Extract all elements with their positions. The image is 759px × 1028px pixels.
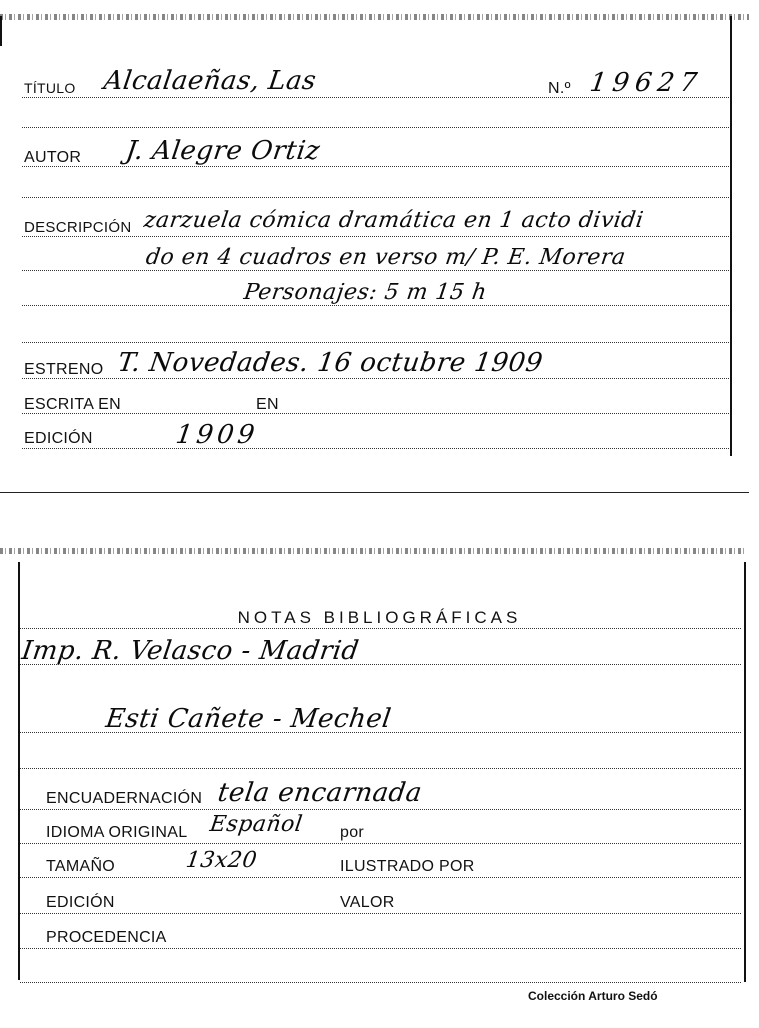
edicion2-rule	[20, 913, 741, 914]
ilustrado-label: ILUSTRADO POR	[340, 858, 475, 875]
idioma-rule	[20, 843, 741, 844]
descripcion-line3: Personajes: 5 m 15 h	[242, 280, 489, 305]
notas-rule-bottom	[20, 982, 741, 983]
blank-rule-2	[22, 197, 729, 198]
descripcion-line1: zarzuela cómica dramática en 1 acto dividi	[142, 208, 646, 233]
card1-left-border	[0, 16, 2, 46]
encuadernacion-rule	[20, 809, 741, 810]
idioma-value: Español	[208, 812, 305, 837]
card-separator-line	[0, 492, 749, 493]
autor-value: J. Alegre Ortiz	[123, 136, 322, 166]
descripcion-rule-3	[22, 305, 729, 306]
por-label: por	[340, 824, 365, 841]
card1-right-border	[730, 16, 732, 456]
estreno-rule	[22, 378, 729, 379]
blank-rule-3	[22, 342, 729, 343]
notes-line-1: Imp. R. Velasco - Madrid	[19, 636, 361, 666]
notas-rule-0	[20, 628, 741, 629]
descripcion-line2: do en 4 cuadros en verso m/ P. E. Morera	[144, 245, 628, 270]
encuadernacion-value: tela encarnada	[215, 778, 425, 808]
notas-rule-3	[20, 768, 741, 769]
descripcion-rule-1	[22, 236, 729, 237]
estreno-label: ESTRENO	[24, 361, 104, 378]
escrita-label: ESCRITA EN	[24, 396, 121, 413]
estreno-value: T. Novedades. 16 octubre 1909	[115, 348, 545, 378]
titulo-label: TÍTULO	[24, 80, 76, 96]
tamano-label: TAMAÑO	[46, 858, 116, 875]
autor-rule	[22, 166, 729, 167]
edicion-rule	[22, 448, 729, 449]
escrita-rule	[22, 413, 729, 414]
edicion-value: 1909	[173, 420, 261, 450]
edicion-label: EDICIÓN	[24, 430, 93, 447]
tamano-value: 13x20	[184, 848, 259, 873]
en-label: EN	[256, 396, 279, 413]
autor-label: AUTOR	[24, 149, 82, 166]
titulo-value: Alcalaeñas, Las	[101, 66, 319, 96]
edicion2-label: EDICIÓN	[46, 894, 115, 911]
procedencia-label: PROCEDENCIA	[46, 929, 167, 946]
encuadernacion-label: ENCUADERNACIÓN	[46, 790, 203, 807]
notas-heading: NOTAS BIBLIOGRÁFICAS	[237, 608, 522, 627]
card1-top-edge	[0, 14, 749, 20]
idioma-label: IDIOMA ORIGINAL	[46, 824, 188, 841]
card2-top-edge	[0, 548, 745, 554]
descripcion-rule-2	[22, 270, 729, 271]
blank-rule-1	[22, 127, 729, 128]
collection-credit: Colección Arturo Sedó	[528, 989, 658, 1003]
notes-line-2: Esti Cañete - Mechel	[103, 704, 394, 734]
procedencia-rule	[20, 948, 741, 949]
notas-rule-1	[20, 664, 741, 665]
descripcion-label: DESCRIPCIÓN	[24, 219, 132, 236]
tamano-rule	[20, 877, 741, 878]
notas-rule-2	[20, 732, 741, 733]
numero-label: N.º	[548, 80, 571, 97]
titulo-rule	[22, 97, 729, 98]
valor-label: VALOR	[340, 894, 395, 911]
numero-value: 19627	[587, 68, 705, 98]
